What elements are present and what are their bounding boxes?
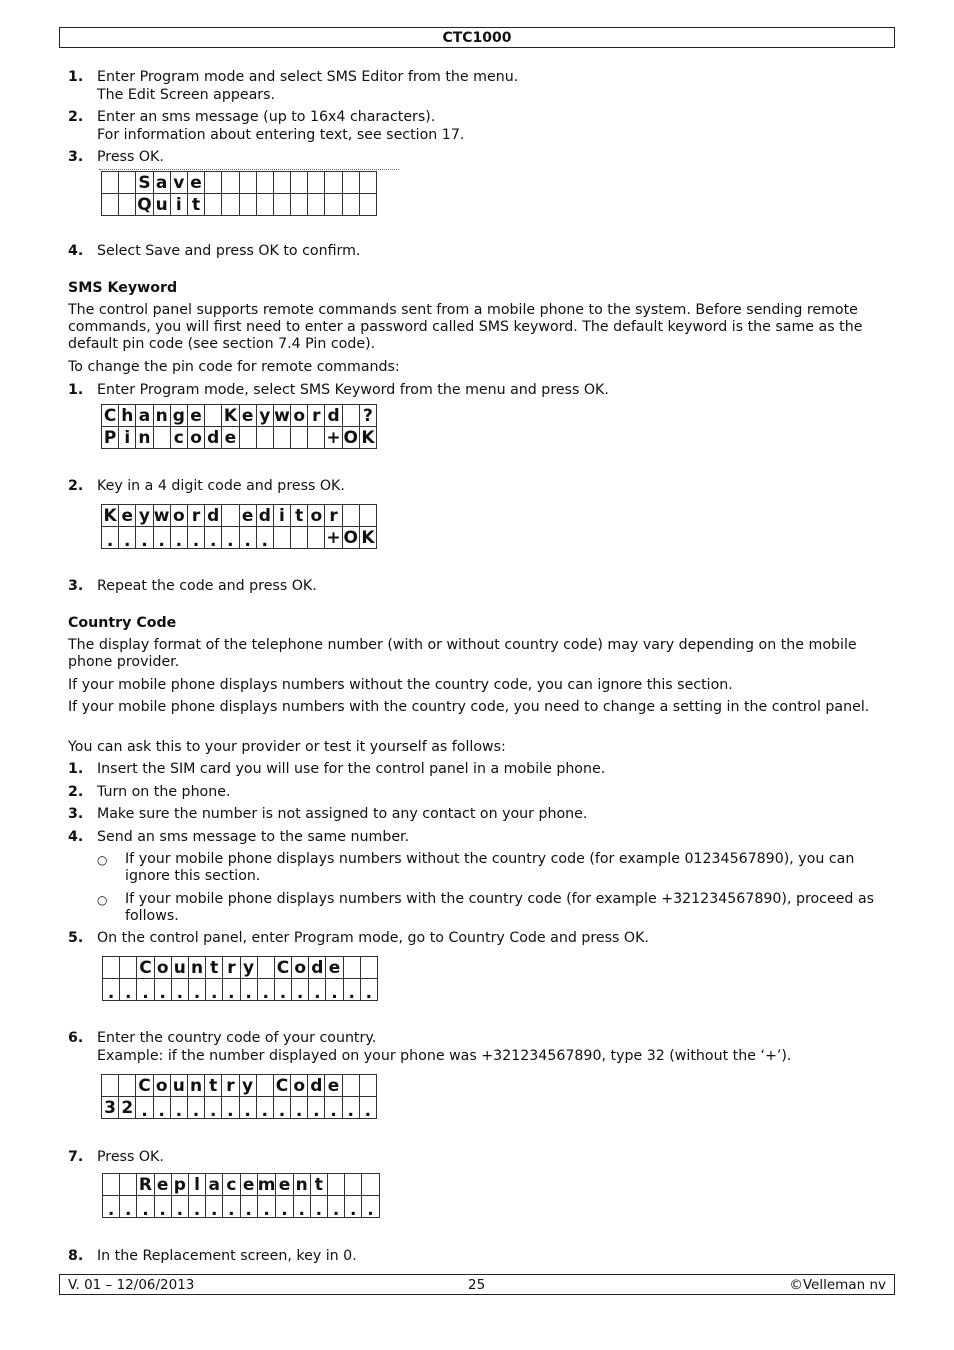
lcd-cell bbox=[291, 427, 308, 449]
lcd-cell: . bbox=[293, 1196, 310, 1218]
lcd-cell: t bbox=[291, 505, 308, 527]
lcd-display-keyword-editor bbox=[101, 504, 377, 549]
lcd-cell bbox=[256, 172, 273, 194]
lcd-cell bbox=[342, 172, 359, 194]
paragraph: To change the pin code for remote commands: bbox=[68, 359, 400, 375]
lcd-cell: . bbox=[120, 979, 137, 1001]
lcd-cell: 3 bbox=[102, 1097, 119, 1119]
lcd-cell: n bbox=[153, 405, 170, 427]
lcd-cell: n bbox=[293, 1174, 310, 1196]
lcd-cell bbox=[273, 527, 290, 549]
lcd-cell: . bbox=[239, 1097, 256, 1119]
lcd-cell bbox=[325, 194, 342, 216]
lcd-cell: o bbox=[153, 1075, 170, 1097]
step-text: Send an sms message to the same number. bbox=[97, 829, 410, 845]
step-number: 3. bbox=[68, 806, 84, 822]
lcd-cell: . bbox=[342, 1097, 359, 1119]
lcd-cell: . bbox=[103, 979, 120, 1001]
step-number: 2. bbox=[68, 109, 84, 125]
lcd-row bbox=[102, 172, 377, 194]
lcd-cell: . bbox=[360, 979, 377, 1001]
lcd-cell: K bbox=[223, 405, 237, 426]
lcd-cell bbox=[256, 427, 273, 449]
lcd-cell: . bbox=[171, 979, 188, 1001]
lcd-cell: + bbox=[326, 527, 341, 548]
lcd-cell: u bbox=[153, 194, 170, 216]
step-number: 7. bbox=[68, 1149, 84, 1165]
lcd-cell bbox=[342, 194, 359, 216]
lcd-cell: ? bbox=[359, 405, 376, 427]
lcd-cell: . bbox=[256, 527, 273, 549]
lcd-cell: u bbox=[170, 1075, 187, 1097]
section-heading: SMS Keyword bbox=[68, 280, 178, 296]
step-text: Enter Program mode and select SMS Editor from the menu. bbox=[97, 69, 519, 85]
lcd-cell bbox=[273, 194, 290, 216]
lcd-cell: . bbox=[171, 1196, 188, 1218]
lcd-cell: . bbox=[205, 527, 222, 549]
lcd-row bbox=[103, 957, 378, 979]
lcd-cell: o bbox=[170, 505, 187, 527]
lcd-cell bbox=[256, 194, 273, 216]
step-text: Repeat the code and press OK. bbox=[97, 578, 317, 594]
step-number: 3. bbox=[68, 578, 84, 594]
lcd-cell: i bbox=[170, 194, 187, 216]
lcd-cell: e bbox=[222, 427, 239, 449]
lcd-cell: . bbox=[103, 1196, 120, 1218]
lcd-cell: e bbox=[187, 405, 204, 427]
lcd-row bbox=[103, 979, 378, 1001]
step-text: Press OK. bbox=[97, 1149, 164, 1165]
lcd-cell: c bbox=[223, 1174, 240, 1196]
lcd-cell: . bbox=[326, 979, 343, 1001]
lcd-cell: d bbox=[256, 505, 273, 527]
footer-version: V. 01 – 12/06/2013 bbox=[68, 1277, 195, 1293]
lcd-display-replacement bbox=[102, 1173, 380, 1218]
lcd-cell bbox=[119, 1075, 136, 1097]
lcd-cell: . bbox=[170, 1097, 187, 1119]
lcd-row bbox=[102, 1075, 377, 1097]
lcd-cell: d bbox=[309, 957, 326, 979]
lcd-cell: 2 bbox=[119, 1097, 136, 1119]
lcd-cell bbox=[291, 194, 308, 216]
lcd-cell: h bbox=[119, 405, 136, 427]
lcd-cell bbox=[222, 505, 239, 527]
lcd-cell bbox=[239, 194, 256, 216]
lcd-cell bbox=[119, 172, 136, 194]
lcd-cell bbox=[359, 505, 376, 527]
lcd-cell bbox=[360, 957, 377, 979]
lcd-cell bbox=[103, 957, 120, 979]
step-text: In the Replacement screen, key in 0. bbox=[97, 1248, 357, 1264]
step-number: 2. bbox=[68, 784, 84, 800]
lcd-cell: . bbox=[327, 1196, 344, 1218]
lcd-cell: . bbox=[276, 1196, 293, 1218]
lcd-cell: . bbox=[309, 979, 326, 1001]
lcd-cell: y bbox=[240, 957, 257, 979]
lcd-cell bbox=[291, 172, 308, 194]
lcd-cell bbox=[359, 172, 376, 194]
lcd-cell: e bbox=[187, 172, 204, 194]
step-text: Example: if the number displayed on your phone was +321234567890, type 32 (without the ‘+’). bbox=[97, 1048, 792, 1064]
lcd-cell: d bbox=[205, 505, 222, 527]
bullet-text: If your mobile phone displays numbers without the country code (for example 01234567890), you can ignore this section. bbox=[125, 851, 855, 884]
page-header bbox=[59, 27, 895, 48]
lcd-cell: . bbox=[137, 979, 154, 1001]
lcd-cell: e bbox=[239, 505, 256, 527]
lcd-cell: . bbox=[188, 979, 205, 1001]
lcd-cell: . bbox=[345, 1196, 362, 1218]
step-number: 5. bbox=[68, 930, 84, 946]
step-text: For information about entering text, see section 17. bbox=[97, 127, 465, 143]
lcd-row bbox=[103, 1196, 380, 1218]
lcd-cell bbox=[257, 957, 274, 979]
lcd-cell: R bbox=[137, 1174, 154, 1196]
lcd-cell: . bbox=[153, 1097, 170, 1119]
lcd-cell bbox=[291, 527, 308, 549]
lcd-cell: r bbox=[223, 957, 240, 979]
lcd-cell: Q bbox=[137, 194, 152, 215]
step-text: On the control panel, enter Program mode, go to Country Code and press OK. bbox=[97, 930, 649, 946]
lcd-cell: . bbox=[240, 979, 257, 1001]
lcd-cell: . bbox=[153, 527, 170, 549]
lcd-display-country-code bbox=[102, 956, 378, 1001]
lcd-cell: i bbox=[119, 427, 136, 449]
lcd-cell: . bbox=[119, 527, 136, 549]
step-text: Key in a 4 digit code and press OK. bbox=[97, 478, 345, 494]
step-number: 8. bbox=[68, 1248, 84, 1264]
lcd-cell: C bbox=[273, 1075, 290, 1097]
lcd-row bbox=[102, 194, 377, 216]
lcd-display-change-keyword bbox=[101, 404, 377, 449]
lcd-cell: c bbox=[170, 427, 187, 449]
step-text: Enter the country code of your country. bbox=[97, 1030, 377, 1046]
lcd-cell bbox=[273, 427, 290, 449]
lcd-cell: . bbox=[205, 1097, 222, 1119]
lcd-cell: . bbox=[154, 1196, 171, 1218]
lcd-cell: . bbox=[222, 527, 239, 549]
lcd-cell: . bbox=[343, 979, 360, 1001]
lcd-cell bbox=[103, 1174, 120, 1196]
lcd-cell: w bbox=[153, 505, 170, 526]
step-number: 1. bbox=[68, 69, 84, 85]
lcd-cell: . bbox=[362, 1196, 379, 1218]
lcd-cell bbox=[345, 1174, 362, 1196]
lcd-cell bbox=[308, 194, 325, 216]
lcd-cell: . bbox=[187, 527, 204, 549]
lcd-cell: a bbox=[136, 405, 153, 427]
lcd-cell bbox=[362, 1174, 379, 1196]
step-text: Enter an sms message (up to 16x4 characters). bbox=[97, 109, 436, 125]
lcd-cell bbox=[120, 957, 137, 979]
lcd-cell: . bbox=[292, 979, 309, 1001]
bullet-icon: ○ bbox=[97, 853, 108, 867]
lcd-cell: . bbox=[170, 527, 187, 549]
lcd-cell: t bbox=[187, 194, 204, 216]
step-number: 4. bbox=[68, 829, 84, 845]
lcd-cell bbox=[120, 1174, 137, 1196]
lcd-cell: O bbox=[343, 527, 358, 548]
lcd-cell: . bbox=[239, 527, 256, 549]
lcd-row bbox=[102, 505, 377, 527]
lcd-cell: . bbox=[240, 1196, 257, 1218]
lcd-cell: . bbox=[154, 979, 171, 1001]
lcd-cell: K bbox=[103, 505, 117, 526]
lcd-cell: C bbox=[274, 957, 291, 979]
step-text: The Edit Screen appears. bbox=[97, 87, 276, 103]
lcd-cell: e bbox=[119, 505, 136, 527]
lcd-row bbox=[103, 1174, 380, 1196]
lcd-cell: . bbox=[257, 1196, 276, 1218]
lcd-cell: . bbox=[223, 979, 240, 1001]
step-number: 4. bbox=[68, 243, 84, 259]
lcd-cell: r bbox=[325, 505, 342, 527]
lcd-cell: S bbox=[136, 172, 153, 194]
paragraph: You can ask this to your provider or test it yourself as follows: bbox=[68, 739, 506, 755]
lcd-cell: o bbox=[291, 1075, 308, 1097]
lcd-cell: . bbox=[188, 1196, 205, 1218]
lcd-cell bbox=[273, 172, 290, 194]
lcd-cell: o bbox=[154, 957, 171, 979]
footer-copyright: ©Velleman nv bbox=[789, 1277, 886, 1293]
lcd-cell bbox=[325, 172, 342, 194]
step-text: Enter Program mode, select SMS Keyword from the menu and press OK. bbox=[97, 382, 609, 398]
lcd-cell: y bbox=[239, 1075, 256, 1097]
bullet-icon: ○ bbox=[97, 893, 108, 907]
lcd-cell bbox=[119, 194, 136, 216]
lcd-cell: e bbox=[240, 1174, 257, 1196]
lcd-cell bbox=[308, 427, 325, 449]
lcd-cell: n bbox=[188, 957, 205, 979]
lcd-cell: . bbox=[102, 527, 119, 549]
lcd-cell bbox=[239, 172, 256, 194]
lcd-cell: o bbox=[291, 405, 308, 427]
lcd-cell: y bbox=[256, 405, 273, 427]
lcd-cell bbox=[222, 172, 239, 194]
lcd-cell: . bbox=[325, 1097, 342, 1119]
lcd-row bbox=[102, 427, 377, 449]
lcd-row bbox=[102, 527, 377, 549]
lcd-cell: . bbox=[274, 979, 291, 1001]
lcd-cell bbox=[222, 194, 239, 216]
lcd-cell: t bbox=[310, 1174, 327, 1196]
lcd-cell: d bbox=[308, 1075, 325, 1097]
step-number: 1. bbox=[68, 761, 84, 777]
lcd-cell bbox=[342, 505, 359, 527]
lcd-cell: . bbox=[310, 1196, 327, 1218]
lcd-cell: r bbox=[308, 405, 325, 427]
dotted-divider bbox=[99, 169, 399, 170]
lcd-cell bbox=[308, 527, 325, 549]
lcd-cell: . bbox=[273, 1097, 290, 1119]
lcd-cell: . bbox=[206, 1196, 223, 1218]
lcd-cell: + bbox=[326, 427, 341, 448]
lcd-cell: . bbox=[136, 1097, 153, 1119]
lcd-cell: v bbox=[170, 172, 187, 194]
step-number: 1. bbox=[68, 382, 84, 398]
step-text: Make sure the number is not assigned to any contact on your phone. bbox=[97, 806, 588, 822]
lcd-cell: . bbox=[222, 1097, 239, 1119]
lcd-cell: P bbox=[102, 427, 119, 449]
lcd-display-country-code-32 bbox=[101, 1074, 377, 1119]
lcd-cell bbox=[342, 405, 359, 427]
lcd-cell bbox=[153, 427, 170, 449]
lcd-cell: u bbox=[171, 957, 188, 979]
lcd-cell bbox=[359, 194, 376, 216]
lcd-cell bbox=[342, 1075, 359, 1097]
step-text: Turn on the phone. bbox=[97, 784, 231, 800]
lcd-cell: n bbox=[187, 1075, 204, 1097]
lcd-cell: y bbox=[136, 505, 153, 527]
lcd-cell: C bbox=[136, 1075, 153, 1097]
paragraph: The display format of the telephone number (with or without country code) may vary depending on the mobile phone provider. bbox=[68, 637, 857, 670]
lcd-cell bbox=[102, 172, 119, 194]
lcd-cell: t bbox=[205, 1075, 222, 1097]
lcd-cell: e bbox=[326, 957, 343, 979]
lcd-cell bbox=[102, 194, 119, 216]
lcd-cell: C bbox=[137, 957, 154, 979]
step-number: 6. bbox=[68, 1030, 84, 1046]
page-footer bbox=[59, 1274, 895, 1295]
step-text: Insert the SIM card you will use for the control panel in a mobile phone. bbox=[97, 761, 606, 777]
lcd-cell bbox=[343, 957, 360, 979]
lcd-cell: . bbox=[291, 1097, 308, 1119]
lcd-cell: . bbox=[359, 1097, 376, 1119]
lcd-cell bbox=[205, 405, 222, 427]
lcd-cell: g bbox=[170, 405, 187, 427]
lcd-cell: . bbox=[120, 1196, 137, 1218]
lcd-cell: o bbox=[308, 505, 325, 527]
lcd-cell bbox=[359, 1075, 376, 1097]
lcd-cell: . bbox=[187, 1097, 204, 1119]
lcd-cell: O bbox=[343, 427, 358, 448]
lcd-cell bbox=[205, 172, 222, 194]
lcd-cell: m bbox=[257, 1174, 276, 1195]
lcd-cell: i bbox=[273, 505, 290, 527]
lcd-cell: . bbox=[308, 1097, 325, 1119]
lcd-cell: e bbox=[239, 405, 256, 427]
header-title: CTC1000 bbox=[442, 30, 512, 46]
lcd-cell: t bbox=[206, 957, 223, 979]
lcd-cell: . bbox=[257, 979, 274, 1001]
step-text: Press OK. bbox=[97, 149, 164, 165]
lcd-cell: C bbox=[102, 405, 119, 427]
lcd-cell: w bbox=[274, 405, 290, 426]
lcd-cell: l bbox=[188, 1174, 205, 1196]
lcd-cell: a bbox=[206, 1174, 223, 1196]
lcd-cell: d bbox=[205, 427, 222, 449]
lcd-cell: e bbox=[325, 1075, 342, 1097]
lcd-cell: K bbox=[361, 527, 375, 548]
paragraph: If your mobile phone displays numbers with the country code, you need to change a setting in the control panel. bbox=[68, 699, 870, 715]
lcd-cell: . bbox=[136, 527, 153, 549]
lcd-cell: . bbox=[206, 979, 223, 1001]
lcd-cell bbox=[308, 172, 325, 194]
lcd-cell: . bbox=[256, 1097, 273, 1119]
lcd-cell: K bbox=[361, 427, 375, 448]
paragraph: If your mobile phone displays numbers without the country code, you can ignore this section. bbox=[68, 677, 733, 693]
lcd-cell: r bbox=[222, 1075, 239, 1097]
lcd-cell bbox=[256, 1075, 273, 1097]
step-text: Select Save and press OK to confirm. bbox=[97, 243, 361, 259]
lcd-row bbox=[102, 405, 377, 427]
lcd-cell: n bbox=[136, 427, 153, 449]
section-heading: Country Code bbox=[68, 615, 177, 631]
lcd-cell: . bbox=[137, 1196, 154, 1218]
lcd-display-save bbox=[101, 171, 377, 216]
lcd-cell: p bbox=[171, 1174, 188, 1196]
lcd-cell: d bbox=[325, 405, 342, 427]
lcd-cell: o bbox=[292, 957, 309, 979]
lcd-cell bbox=[102, 1075, 119, 1097]
bullet-text: If your mobile phone displays numbers with the country code (for example +321234567890), proceed as follows. bbox=[125, 891, 875, 924]
lcd-cell: . bbox=[223, 1196, 240, 1218]
lcd-cell bbox=[239, 427, 256, 449]
lcd-cell: a bbox=[153, 172, 170, 194]
lcd-cell: r bbox=[187, 505, 204, 527]
lcd-cell: e bbox=[276, 1174, 293, 1196]
lcd-cell: o bbox=[187, 427, 204, 449]
paragraph: The control panel supports remote commands sent from a mobile phone to the system. Before sending remote commands, you will first need to enter a password called SMS keyword. The default keyword is the same as the default pin code (see section 7.4 Pin code). bbox=[68, 302, 863, 352]
lcd-cell bbox=[327, 1174, 344, 1196]
lcd-cell: e bbox=[154, 1174, 171, 1196]
step-number: 2. bbox=[68, 478, 84, 494]
page-number: 25 bbox=[468, 1277, 486, 1293]
lcd-row bbox=[102, 1097, 377, 1119]
lcd-cell bbox=[205, 194, 222, 216]
step-number: 3. bbox=[68, 149, 84, 165]
